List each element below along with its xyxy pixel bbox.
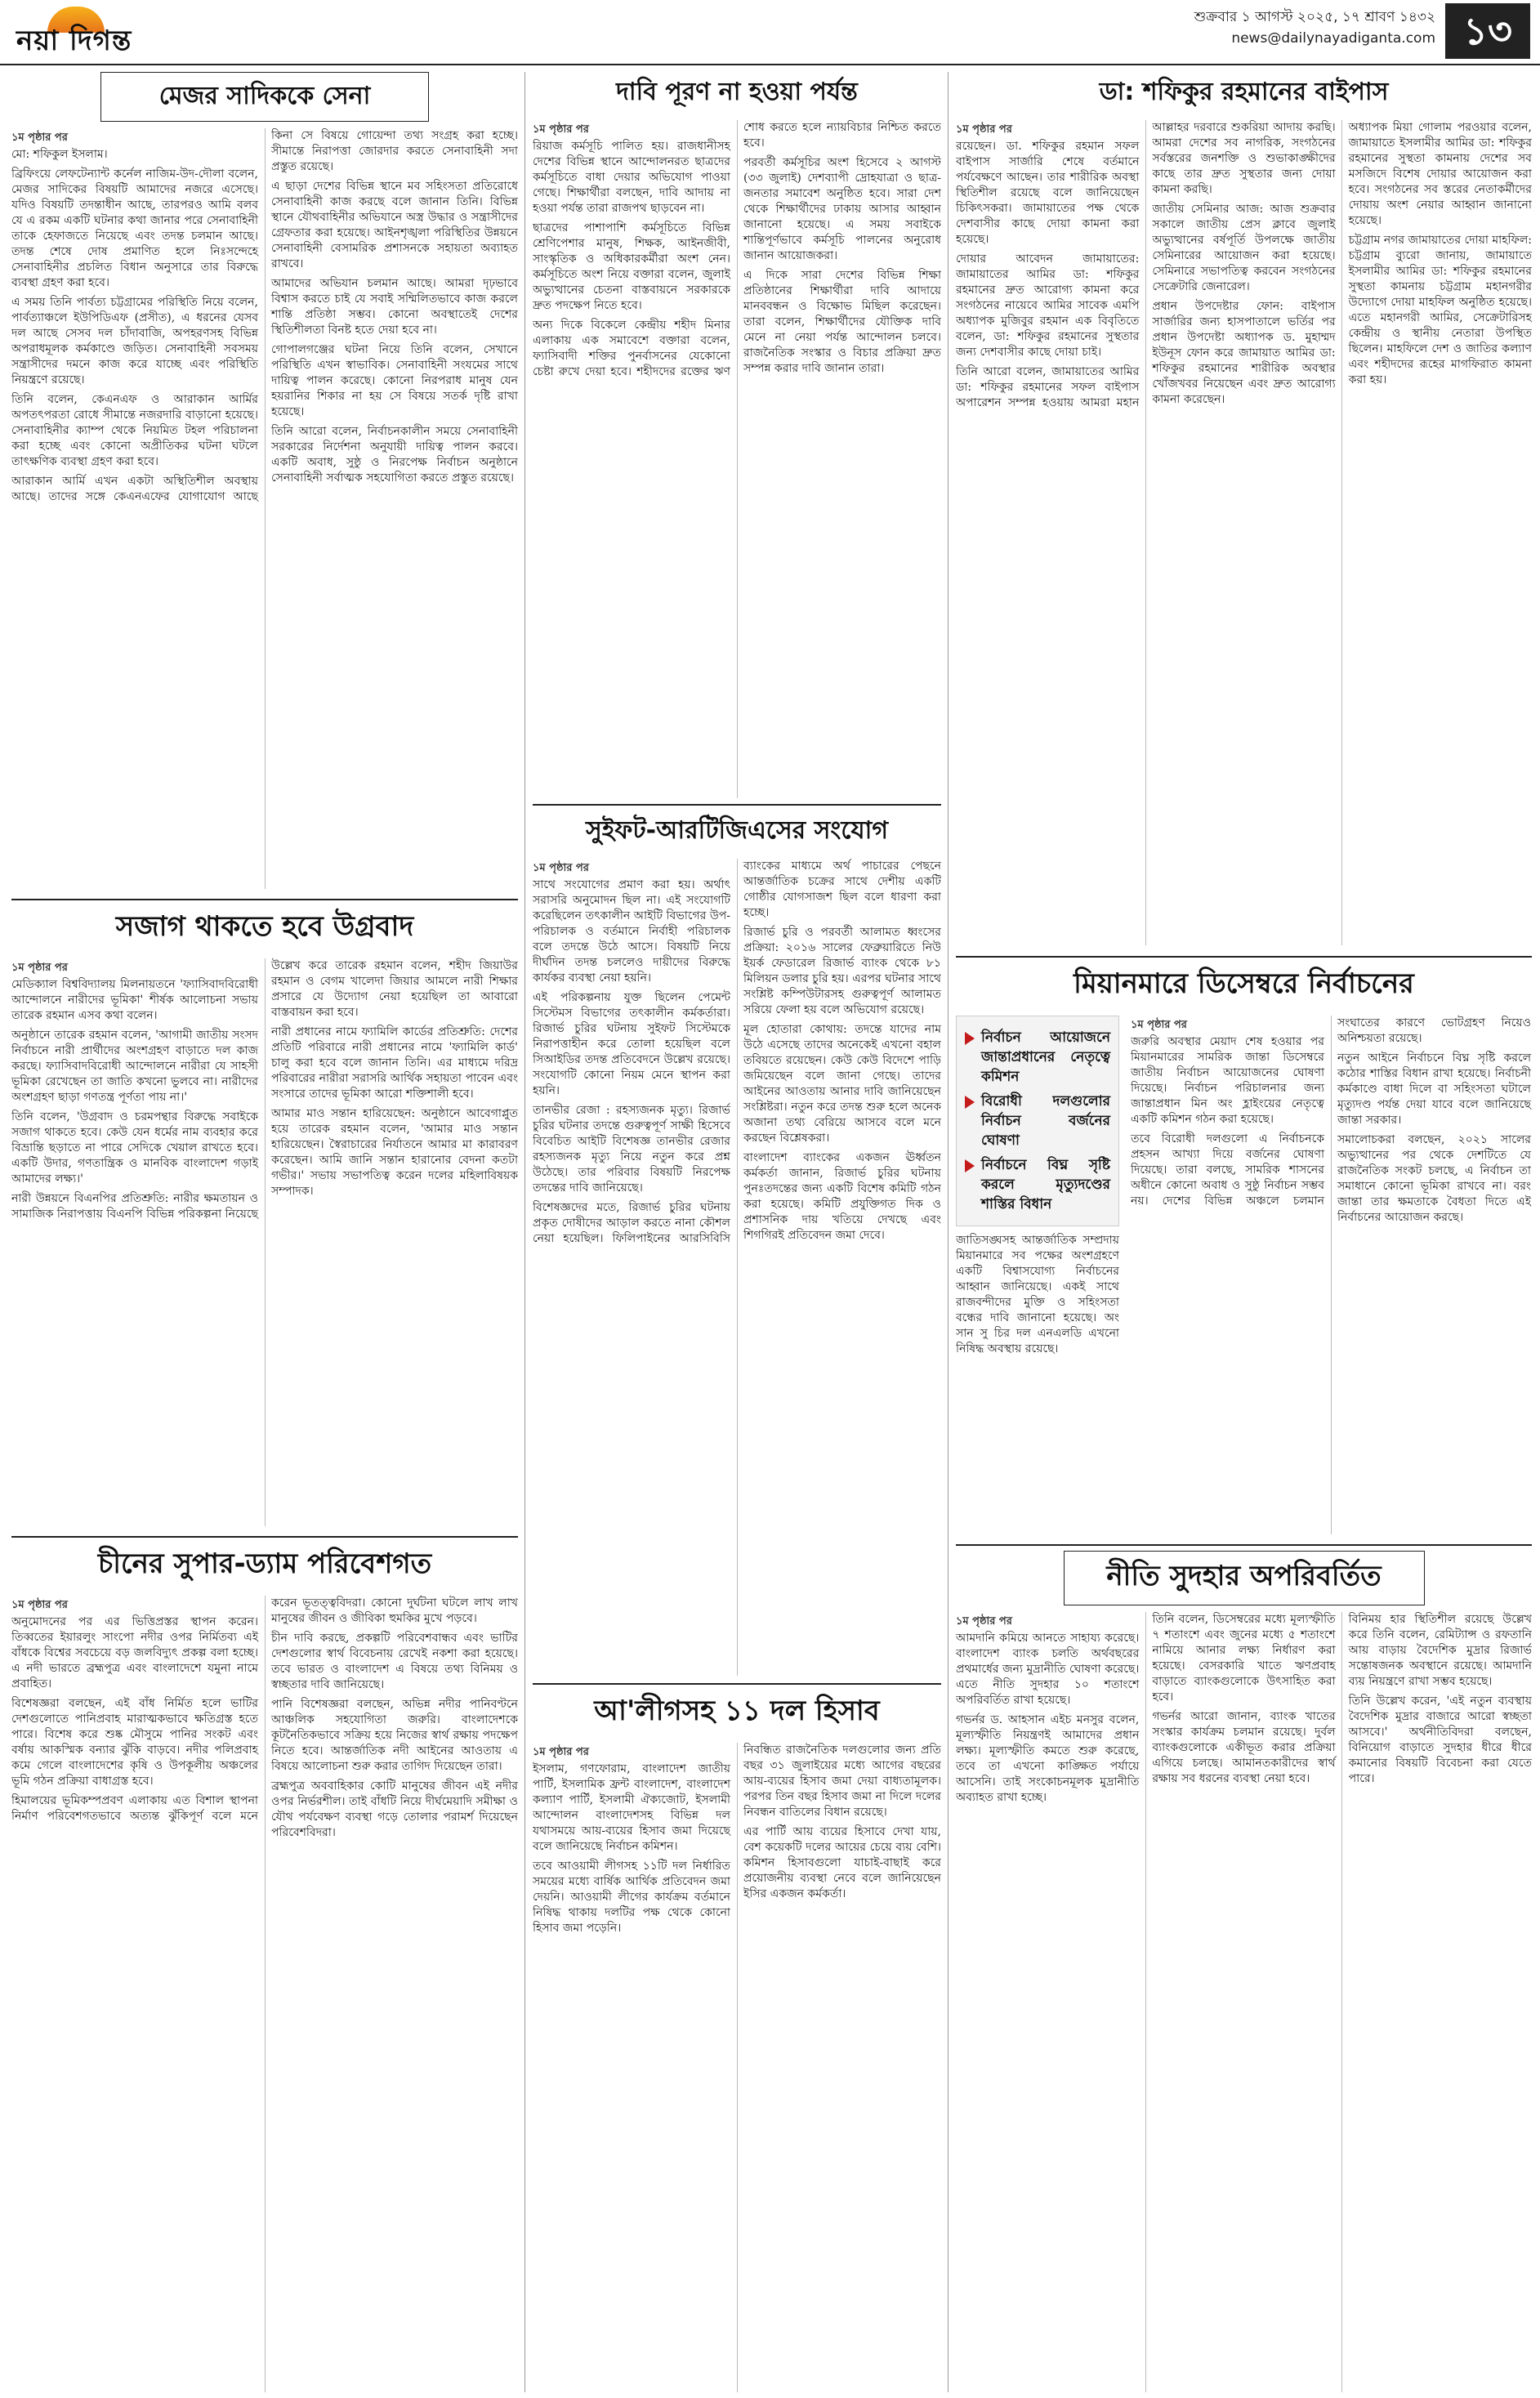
story-swift-rtgs	[533, 810, 941, 1677]
paragraph: রয়েছেন। ডা. শফিকুর রহমান সফল বাইপাস সার্জারি শেষে বর্তমানে পর্যবেক্ষণে আছেন। তার শারীরিক অবস্থা স্থিতিশীল রয়েছে বলে জানিয়েছেন চিকিৎসকরা। জামায়াতের পক্ষ থেকে দেশবাসীর কাছে দোয়া কামনা করা হয়েছে।	[956, 140, 1140, 246]
highlights-box	[956, 1016, 1119, 1226]
paragraph: তিনি বলেন, 'উগ্রবাদ ও চরমপন্থার বিরুদ্ধে সবাইকে সজাগ থাকতে হবে। কেউ যেন ধর্মের নাম ব্যবহার করে বিভ্রান্তি ছড়াতে না পারে সেদিকে খেয়াল রাখতে হবে। একটি উদার, গণতান্ত্রিক ও মানবিক বাংলাদেশ গড়াই আমাদের লক্ষ্য।'	[11, 1110, 258, 1186]
headline[interactable]: মিয়ানমারে ডিসেম্বরে নির্বাচনের	[1074, 967, 1414, 1000]
column-divider	[524, 72, 525, 2392]
masthead	[0, 0, 1540, 65]
paragraph: তিনি বলেন, ডিসেম্বরের মধ্যে মূল্যস্ফীতি ৭ শতাংশে এবং জুনের মধ্যে ৫ শতাংশে নামিয়ে আনার লক্ষ্য নির্ধারণ করা হয়েছে। বেসরকারি খাতে ঋণপ্রবাহ বাড়াতে ব্যাংকগুলোকে উৎসাহিত করা হবে।	[1152, 1613, 1336, 1704]
section-divider	[11, 1536, 518, 1538]
paragraph: তিনি আরো বলেন, নির্বাচনকালীন সময়ে সেনাবাহিনী সরকারের নির্দেশনা অনুযায়ী দায়িত্ব পালন করবে। একটি অবাধ, সুষ্ঠু ও নিরপেক্ষ নির্বাচন অনুষ্ঠানে সেনাবাহিনী সর্বাত্মক সহযোগিতা করতে প্রস্তুত রয়েছে।	[271, 425, 518, 485]
headline[interactable]: সুইফট-আরটিজিএসের সংযোগ	[585, 816, 889, 845]
headline[interactable]: নীতি সুদহার অপরিবর্তিত	[1064, 1551, 1425, 1605]
paragraph: মেডিক্যাল বিশ্ববিদ্যালয় মিলনায়তনে 'ফ্যাসিবাদবিরোধী আন্দোলনে নারীদের ভূমিকা' শীর্ষক আলোচনা সভায় তারেক রহমান এসব কথা বলেন।	[11, 978, 258, 1022]
story-body	[11, 128, 518, 889]
paragraph: চীন দাবি করছে, প্রকল্পটি পরিবেশবান্ধব এবং ভাটির দেশগুলোর স্বার্থ বিবেচনায় রেখেই নকশা করা হয়েছে। তবে ভারত ও বাংলাদেশ এ বিষয়ে তথ্য বিনিময় ও স্বচ্ছতার দাবি জানিয়েছে।	[271, 1632, 518, 1691]
paragraph: সমালোচকরা বলছেন, ২০২১ সালের অভ্যুত্থানের পর থেকে দেশটিতে যে রাজনৈতিক সংকট চলছে, এ নির্বাচন তা সমাধানে কোনো ভূমিকা রাখবে না। বরং জান্তা তার ক্ষমতাকে বৈধতা দিতে এই নির্বাচনের আয়োজন করছে।	[1337, 1133, 1531, 1224]
paragraph: পানি বিশেষজ্ঞরা বলছেন, অভিন্ন নদীর পানিবণ্টনে আঞ্চলিক সহযোগিতা জরুরি। বাংলাদেশকে কূটনৈতিকভাবে সক্রিয় হয়ে নিজের স্বার্থ রক্ষায় পদক্ষেপ নিতে হবে। আন্তর্জাতিক নদী আইনের আওতায় এ বিষয়ে আলোচনা শুরু করার তাগিদ দিয়েছেন তারা।	[271, 1698, 518, 1773]
headline[interactable]: ডা: শফিকুর রহমানের বাইপাস	[1099, 78, 1389, 106]
paragraph: ব্রিফিংয়ে লেফটেন্যান্ট কর্নেল নাজিম-উদ-দৌলা বলেন, মেজর সাদিকের বিষয়টি আমাদের নজরে এসেছে। যদিও বিষয়টি তদন্তাধীন আছে, তারপরও আমি বলব যে এ রকম একটি ঘটনার কথা জানার পরে সেনাবাহিনী তাকে হেফাজতে নিয়েছে এবং তদন্ত চলমান আছে। তদন্ত শেষে দোষ প্রমাণিত হলে নিঃসন্দেহে সেনাবাহিনীর প্রচলিত বিধান অনুসারে তার বিরুদ্ধে ব্যবস্থা গ্রহণ করা হবে।	[11, 167, 258, 289]
highlight-item: নির্বাচনে বিঘ্ন সৃষ্টি করলে মৃত্যুদণ্ডের শাস্তির বিধান	[965, 1155, 1110, 1214]
paragraph: জাতিসঙ্ঘসহ আন্তর্জাতিক সম্প্রদায় মিয়ানমারে সব পক্ষের অংশগ্রহণে একটি বিশ্বাসযোগ্য নির্বাচনের আহ্বান জানিয়েছে। একই সাথে রাজবন্দীদের মুক্তি ও সহিংসতা বন্ধের দাবি জানানো হয়েছে। অং সান সু চির দল এনএলডি এখনো নিষিদ্ধ অবস্থায় রয়েছে।	[956, 1234, 1119, 1355]
paragraph: এ ছাড়া দেশের বিভিন্ন স্থানে মব সহিংসতা প্রতিরোধে সেনাবাহিনী কাজ করছে বলে জানান তিনি। বিভিন্ন স্থানে যৌথবাহিনীর অভিযানে অস্ত্র উদ্ধার ও সন্ত্রাসীদের গ্রেফতার করা হয়েছে। আইনশৃঙ্খলা পরিস্থিতির উন্নয়নে সেনাবাহিনী বেসামরিক প্রশাসনকে সহায়তা অব্যাহত রাখবে।	[271, 180, 518, 270]
paragraph: ব্রহ্মপুত্র অববাহিকার কোটি মানুষের জীবন এই নদীর ওপর নির্ভরশীল। তাই বাঁধটি নিয়ে দীর্ঘমেয়াদি সমীক্ষা ও যৌথ পর্যবেক্ষণ ব্যবস্থা গড়ে তোলার পরামর্শ দিয়েছেন পরিবেশবিদরা।	[271, 1780, 518, 1839]
date-line	[1194, 7, 1435, 49]
paragraph: পরবর্তী কর্মসূচির অংশ হিসেবে ২ আগস্ট (৩৩ জুলাই) দেশব্যাপী দ্রোহযাত্রা ও ছাত্র-জনতার সমাবেশ অনুষ্ঠিত হবে। সারা দেশ থেকে শিক্ষার্থীদের ঢাকায় আসার আহ্বান জানানো হয়েছে। এ সময় সবাইকে শান্তিপূর্ণভাবে কর্মসূচি পালনের অনুরোধ জানান আয়োজকরা।	[743, 156, 941, 262]
column-divider	[948, 72, 949, 2392]
logo-text: নয়া দিগন্ত	[16, 25, 132, 57]
jump-label: ১ম পৃষ্ঠার পর	[11, 132, 68, 144]
paragraph: ছাত্রদের পাশাপাশি কর্মসূচিতে বিভিন্ন শ্রেণিপেশার মানুষ, শিক্ষক, আইনজীবী, সাংস্কৃতিক ও অধিকারকর্মীরা অংশ নেন। কর্মসূচিতে অংশ নিয়ে বক্তারা বলেন, জুলাই অভ্যুত্থানের চেতনা বাস্তবায়নে সরকারকে দ্রুত পদক্ষেপ নিতে হবে।	[533, 221, 730, 312]
highlight-item: নির্বাচন আয়োজনে জান্তাপ্রধানের নেতৃত্বে কমিশন	[965, 1028, 1110, 1087]
paragraph: আমার মাও সন্তান হারিয়েছেন: অনুষ্ঠানে আবেগাপ্লুত হয়ে তারেক রহমান বলেন, 'আমার মাও সন্তান হারিয়েছেন। স্বৈরাচারের নির্যাতনে আমার মা কারাবরণ করেছেন। আমি জানি সন্তান হারানোর বেদনা কতটা গভীর।' সভায় সভাপতিত্ব করেন দলের মহিলাবিষয়ক সম্পাদক।	[271, 1107, 518, 1198]
story-al-11-parties	[533, 1690, 941, 2392]
story-tarique-extremism	[11, 905, 518, 1526]
paragraph: রিয়াজ কর্মসূচি পালিত হয়। রাজধানীসহ দেশের বিভিন্ন স্থানে আন্দোলনরত ছাত্রদের কর্মসূচিতে বাধা দেয়ার অভিযোগ পাওয়া গেছে। শিক্ষার্থীরা বলছেন, দাবি আদায় না হওয়া পর্যন্ত তারা রাজপথ ছাড়বেন না।	[533, 140, 730, 215]
paragraph: নতুন আইনে নির্বাচনে বিঘ্ন সৃষ্টি করলে কঠোর শাস্তির বিধান রাখা হয়েছে। নির্বাচনী কর্মকাণ্ডে বাধা দিলে বা সহিংসতা ঘটালে মৃত্যুদণ্ড পর্যন্ত দেয়া যাবে বলে জানিয়েছে জান্তা সরকার।	[1337, 1052, 1531, 1127]
paragraph: সাথে সংযোগের প্রমাণ করা হয়। অর্থাৎ সরাসরি অনুমোদন ছিল না। এই সংযোগটি করেছিলেন তৎকালীন আইটি বিভাগের উপ-পরিচালক ও বর্তমানে নির্বাহী পরিচালক বলে তদন্তে উঠে আসে। বিষয়টি নিয়ে দীর্ঘদিন তদন্ত চললেও দায়ীদের বিরুদ্ধে কার্যকর ব্যবস্থা নেয়া হয়নি।	[533, 878, 730, 985]
paragraph: এই পরিকল্পনায় যুক্ত ছিলেন পেমেন্ট সিস্টেমস বিভাগের তৎকালীন কর্মকর্তারা। রিজার্ভ চুরির ঘটনায় সুইফট সিস্টেমকে নিরাপত্তাহীন করে তোলা হয়েছিল বলে সিআইডির তদন্ত প্রতিবেদনে উল্লেখ রয়েছে। সংযোগটি কোনো নিয়ম মেনে স্থাপন করা হয়নি।	[533, 991, 730, 1097]
paragraph: নারী প্রধানের নামে ফ্যামিলি কার্ডের প্রতিশ্রুতি: দেশের প্রতিটি পরিবারে নারী প্রধানের নামে 'ফ্যামিলি কার্ড' চালু করা হবে বলে জানান তিনি। এর মাধ্যমে দরিদ্র পরিবারের নারীরা সরাসরি আর্থিক সহায়তা পাবেন এবং সংসারে তাদের ভূমিকা আরো শক্তিশালী হবে।	[271, 1025, 518, 1101]
story-policy-rate	[956, 1551, 1532, 2392]
paragraph: জরুরি অবস্থার মেয়াদ শেষ হওয়ার পর মিয়ানমারের সামরিক জান্তা ডিসেম্বরে জাতীয় নির্বাচন আয়োজনের ঘোষণা দিয়েছে। নির্বাচন পরিচালনার জন্য জান্তাপ্রধান মিন অং হ্লাইংয়ের নেতৃত্বে একটি কমিশন গঠন করা হয়েছে।	[1131, 1035, 1324, 1126]
story-china-dam	[11, 1543, 518, 2392]
headline[interactable]: চীনের সুপার-ড্যাম পরিবেশগত	[97, 1547, 432, 1580]
paragraph: নারী উন্নয়নে বিএনপির প্রতিশ্রুতি: নারীর ক্ষমতায়ন ও সামাজিক নিরাপত্তায় বিএনপি বিভিন্ন পরিকল্পনা নিয়েছে উল্লেখ করে তারেক রহমান বলেন, শহীদ জিয়াউর রহমান ও বেগম খালেদা জিয়ার আমলে নারী শিক্ষার প্রসারে যে উদ্যোগ নেয়া হয়েছিল তা আবারো বাস্তবায়ন করা হবে।	[11, 959, 518, 1221]
jump-label: ১ম পৃষ্ঠার পর	[956, 1615, 1012, 1628]
paragraph: নিবন্ধিত রাজনৈতিক দলগুলোর জন্য প্রতি বছর ৩১ জুলাইয়ের মধ্যে আগের বছরের আয়-ব্যয়ের হিসাব জমা দেয়া বাধ্যতামূলক। পরপর তিন বছর হিসাব জমা না দিলে দলের নিবন্ধন বাতিলের বিধান রয়েছে।	[743, 1744, 941, 1819]
page-number: ১৩	[1445, 3, 1530, 59]
paragraph: মো: শফিকুল ইসলাম।	[11, 148, 108, 161]
section-divider	[533, 804, 941, 806]
paragraph: তিনি বলেন, কেএনএফ ও আরাকান আর্মির অপতৎপরতা রোধে সীমান্তে নজরদারি বাড়ানো হয়েছে। সেনাবাহিনীর ক্যাম্প থেকে নিয়মিত টহল পরিচালনা করা হচ্ছে এবং কোনো অপ্রীতিকর ঘটনা ঘটলে তাৎক্ষণিক ব্যবস্থা গ্রহণ করা হবে।	[11, 393, 258, 468]
paragraph: বাংলাদেশ ব্যাংকের একজন ঊর্ধ্বতন কর্মকর্তা জানান, রিজার্ভ চুরির ঘটনায় পুনঃতদন্তের জন্য একটি বিশেষ কমিটি গঠন করা হয়েছে। কমিটি প্রযুক্তিগত দিক ও প্রশাসনিক দায় খতিয়ে দেখছে এবং শিগগিরই প্রতিবেদন জমা দেবে।	[743, 1151, 941, 1242]
headline[interactable]: দাবি পূরণ না হওয়া পর্যন্ত	[616, 78, 858, 106]
paragraph: মূল হোতারা কোথায়: তদন্তে যাদের নাম উঠে এসেছে তাদের অনেকেই এখনো বহাল তবিয়তে রয়েছেন। কেউ কেউ বিদেশে পাড়ি জমিয়েছেন বলে জানা গেছে। তাদের আইনের আওতায় আনার দাবি জানিয়েছেন সংশ্লিষ্টরা। নতুন করে তদন্ত শুরু হলে অনেক অজানা তথ্য বেরিয়ে আসবে বলে মনে করছেন বিশ্লেষকরা।	[743, 1023, 941, 1145]
headline[interactable]: সজাগ থাকতে হবে উগ্রবাদ	[115, 910, 414, 943]
paragraph: অধ্যাপক মিয়া গোলাম পরওয়ার বলেন, জামায়াতে ইসলামীর আমির ডা: শফিকুর রহমানের সুস্থতা কামনায় দেশের সব মসজিদে বিশেষ দোয়ার আয়োজন করা হবে। সংগঠনের সব স্তরের নেতাকর্মীদের দোয়ায় অংশ নেয়ার আহ্বান জানানো হয়েছে।	[1348, 121, 1532, 227]
paragraph: তানভীর রেজা : রহস্যজনক মৃত্যু। রিজার্ভ চুরির ঘটনার তদন্তে গুরুত্বপূর্ণ সাক্ষী হিসেবে বিবেচিত আইটি বিশেষজ্ঞ তানভীর রেজার রহস্যজনক মৃত্যু নিয়ে নতুন করে প্রশ্ন উঠেছে। তার পরিবার বিষয়টি নিরপেক্ষ তদন্তের দাবি জানিয়েছে।	[533, 1104, 730, 1195]
paragraph: বিশেষজ্ঞরা বলছেন, এই বাঁধ নির্মিত হলে ভাটির দেশগুলোতে পানিপ্রবাহ মারাত্মকভাবে ক্ষতিগ্রস্ত হতে পারে। বিশেষ করে শুষ্ক মৌসুমে পানির সংকট এবং বর্ষায় আকস্মিক বন্যার ঝুঁকি বাড়বে। নদীর পলিপ্রবাহ কমে গেলে বাংলাদেশের কৃষি ও উপকূলীয় অঞ্চলের ভূমি গঠন প্রক্রিয়া বাধাগ্রস্ত হবে।	[11, 1697, 258, 1788]
triangle-bullet-icon	[965, 1159, 975, 1172]
jump-label: ১ম পৃষ্ঠার পর	[956, 123, 1012, 136]
story-myanmar-election	[956, 962, 1532, 1534]
section-divider	[956, 1544, 1532, 1546]
story-demands	[533, 72, 941, 799]
story-body	[11, 958, 518, 1526]
jump-label: ১ম পৃষ্ঠার পর	[533, 1746, 589, 1758]
story-body-col-1	[956, 1016, 1119, 1534]
paragraph: ইসলাম, গণফোরাম, বাংলাদেশ জাতীয় পার্টি, ইসলামিক ফ্রন্ট বাংলাদেশ, বাংলাদেশ কল্যাণ পার্টি, ইসলামী ঐক্যজোট, ইসলামী আন্দোলন বাংলাদেশসহ বিভিন্ন দল যথাসময়ে আয়-ব্যয়ের হিসাব জমা দিয়েছে বলে জানিয়েছে নির্বাচন কমিশন।	[533, 1762, 730, 1853]
paragraph: অনুষ্ঠানে তারেক রহমান বলেন, 'আগামী জাতীয় সংসদ নির্বাচনে নারী প্রার্থীদের অংশগ্রহণ বাড়াতে দল কাজ করছে। ফ্যাসিবাদবিরোধী আন্দোলনে নারীরা যে সাহসী ভূমিকা রেখেছেন তা জাতি কখনো ভুলবে না। নারীদের অংশগ্রহণ ছাড়া গণতন্ত্র পূর্ণতা পায় না।'	[11, 1029, 258, 1104]
story-body	[956, 120, 1532, 945]
headline[interactable]: মেজর সাদিককে সেনা	[100, 72, 429, 122]
jump-label: ১ম পৃষ্ঠার পর	[533, 123, 589, 136]
paragraph: অনুমোদনের পর এর ভিত্তিপ্রস্তর স্থাপন করেন। তিব্বতের ইয়ারলুং সাংপো নদীর ওপর নির্মিতব্য এই বাঁধকে বিশ্বের সবচেয়ে বড় জলবিদ্যুৎ প্রকল্প বলা হচ্ছে। এ নদী ভারতে ব্রহ্মপুত্র এবং বাংলাদেশে যমুনা নামে প্রবাহিত।	[11, 1615, 258, 1690]
paragraph: এ দিকে সারা দেশের বিভিন্ন শিক্ষা প্রতিষ্ঠানের শিক্ষার্থীরা দাবি আদায়ে মানববন্ধন ও বিক্ষোভ মিছিল করেছেন। তারা বলেন, শিক্ষার্থীদের যৌক্তিক দাবি মেনে না নেয়া পর্যন্ত আন্দোলন চলবে। রাজনৈতিক সংস্কার ও বিচার প্রক্রিয়া দ্রুত সম্পন্ন করার দাবি জানান তারা।	[743, 269, 941, 375]
story-body	[1131, 1016, 1531, 1534]
paragraph: আমদানি কমিয়ে আনতে সাহায্য করেছে। বাংলাদেশ ব্যাংক চলতি অর্থবছরের প্রথমার্ধের জন্য মুদ্রানীতি ঘোষণা করেছে। এতে নীতি সুদহার ১০ শতাংশে অপরিবর্তিত রাখা হয়েছে।	[956, 1632, 1140, 1707]
story-body	[533, 120, 941, 798]
section-divider	[11, 899, 518, 900]
paragraph: গভর্নর আরো জানান, ব্যাংক খাতের সংস্কার কার্যক্রম চলমান রয়েছে। দুর্বল ব্যাংকগুলোকে একীভূত করার প্রক্রিয়া এগিয়ে চলছে। আমানতকারীদের স্বার্থ রক্ষায় সব ধরনের ব্যবস্থা নেয়া হবে।	[1152, 1710, 1336, 1785]
triangle-bullet-icon	[965, 1032, 975, 1045]
story-body	[533, 859, 941, 1676]
paragraph: বিশেষজ্ঞদের মতে, রিজার্ভ চুরির ঘটনায় প্রকৃত দোষীদের আড়াল করতে নানা কৌশল নেয়া হয়েছিল। ফিলিপাইনের আরসিবিসি ব্যাংকের মাধ্যমে অর্থ পাচারের পেছনে আন্তর্জাতিক চক্রের সাথে দেশীয় একটি গোষ্ঠীর যোগসাজশ ছিল বলে ধারণা করা হচ্ছে।	[533, 860, 941, 1245]
story-body	[11, 1596, 518, 2392]
paragraph: জাতীয় সেমিনার আজ: আজ শুক্রবার সকালে জাতীয় প্রেস ক্লাবে জুলাই অভ্যুত্থানের বর্ষপূর্তি উপলক্ষে জাতীয় সেমিনারের আয়োজন করা হয়েছে। সেমিনারে সভাপতিত্ব করবেন সংগঠনের সেক্রেটারি জেনারেল।	[1152, 203, 1336, 293]
paragraph: দোয়ার আবেদন জামায়াতের: জামায়াতের আমির ডা: শফিকুর রহমানের দ্রুত আরোগ্য কামনা করে সংগঠনের নায়েবে আমির সাবেক এমপি অধ্যাপক মুজিবুর রহমান এক বিবৃতিতে বলেন, ডা: শফিকুর রহমানের সুস্থতার জন্য দেশবাসীর কাছে দোয়া চাই।	[956, 252, 1140, 359]
triangle-bullet-icon	[965, 1096, 975, 1109]
jump-label: ১ম পৃষ্ঠার পর	[1131, 1019, 1187, 1031]
paragraph: তিনি আরো বলেন, জামায়াতের আমির ডা: শফিকুর রহমানের সফল বাইপাস অপারেশন সম্পন্ন হওয়ায় আমরা মহান আল্লাহর দরবারে শুকরিয়া আদায় করছি। আমরা দেশের সব নাগরিক, সংগঠনের সর্বস্তরের জনশক্তি ও শুভাকাঙ্ক্ষীদের কাছে তার দ্রুত সুস্থতার জন্য দোয়া কামনা করছি।	[956, 121, 1336, 409]
paragraph: গোপালগঞ্জের ঘটনা নিয়ে তিনি বলেন, সেখানে পরিস্থিতি এখন স্বাভাবিক। সেনাবাহিনী সংযমের সাথে দায়িত্ব পালন করেছে। কোনো নিরপরাধ মানুষ যেন হয়রানির শিকার না হয় সে বিষয়ে সতর্ক দৃষ্টি রাখা হয়েছে।	[271, 343, 518, 418]
story-body	[533, 1743, 941, 2392]
paragraph: তবে আওয়ামী লীগসহ ১১টি দল নির্ধারিত সময়ের মধ্যে বার্ষিক আর্থিক প্রতিবেদন জমা দেয়নি। আওয়ামী লীগের কার্যক্রম বর্তমানে নিষিদ্ধ থাকায় দলটির পক্ষ থেকে কোনো হিসাব জমা পড়েনি।	[533, 1860, 730, 1935]
paragraph: প্রধান উপদেষ্টার ফোন: বাইপাস সার্জারির জন্য হাসপাতালে ভর্তির পর প্রধান উপদেষ্টা অধ্যাপক ড. মুহাম্মদ ইউনূস ফোন করে জামায়াত আমির ডা: শফিকুর রহমানের শারীরিক অবস্থার খোঁজখবর নিয়েছেন এবং দ্রুত আরোগ্য কামনা করেছেন।	[1152, 300, 1336, 406]
story-shafiqur-bypass	[956, 72, 1532, 946]
paragraph: আরাকান আর্মি এখন একটা অস্থিতিশীল অবস্থায় আছে। তাদের সঙ্গে কেএনএফের যোগাযোগ আছে কিনা সে বিষয়ে গোয়েন্দা তথ্য সংগ্রহ করা হচ্ছে। সীমান্তে নিরাপত্তা জোরদার করতে সেনাবাহিনী সদা প্রস্তুত রয়েছে।	[11, 129, 518, 503]
jump-label: ১ম পৃষ্ঠার পর	[11, 1599, 68, 1611]
paragraph: অন্য দিকে বিকেলে কেন্দ্রীয় শহীদ মিনার এলাকায় এক সমাবেশে বক্তারা বলেন, ফ্যাসিবাদী শক্তির পুনর্বাসনের যেকোনো চেষ্টা রুখে দেয়া হবে। শহীদদের রক্তের ঋণ শোধ করতে হলে ন্যায়বিচার নিশ্চিত করতে হবে।	[533, 121, 941, 378]
jump-label: ১ম পৃষ্ঠার পর	[11, 962, 68, 974]
paragraph: এর পার্টি আয় ব্যয়ের হিসাবে দেখা যায়, বেশ কয়েকটি দলের আয়ের চেয়ে ব্যয় বেশি। কমিশন হিসাবগুলো যাচাই-বাছাই করে প্রয়োজনীয় ব্যবস্থা নেবে বলে জানিয়েছেন ইসির একজন কর্মকর্তা।	[743, 1825, 941, 1900]
date-text: শুক্রবার ১ আগস্ট ২০২৫, ১৭ শ্রাবণ ১৪৩২	[1194, 9, 1435, 25]
story-body	[956, 1612, 1532, 2392]
paragraph: রিজার্ভ চুরি ও পরবর্তী আলামত ধ্বংসের প্রক্রিয়া: ২০১৬ সালের ফেব্রুয়ারিতে নিউ ইয়র্ক ফেডারেল রিজার্ভ ব্যাংক থেকে ৮১ মিলিয়ন ডলার চুরি হয়। এরপর ঘটনার সাথে সংশ্লিষ্ট কম্পিউটারসহ গুরুত্বপূর্ণ আলামত সরিয়ে ফেলা হয় বলে অভিযোগ রয়েছে।	[743, 926, 941, 1016]
paragraph: তিনি উল্লেখ করেন, 'এই নতুন ব্যবস্থায় বৈদেশিক মুদ্রার বাজারে আরো স্বচ্ছতা আসবে।' অর্থনীতিবিদরা বলছেন, বিনিয়োগ বাড়াতে সুদহার ধীরে ধীরে কমানোর বিষয়টি বিবেচনা করা যেতে পারে।	[1348, 1695, 1532, 1785]
paragraph: গভর্নর ড. আহসান এইচ মনসুর বলেন, মূল্যস্ফীতি নিয়ন্ত্রণই আমাদের প্রধান লক্ষ্য। মূল্যস্ফীতি কমতে শুরু করেছে, তবে তা এখনো কাঙ্ক্ষিত পর্যায়ে আসেনি। তাই সংকোচনমূলক মুদ্রানীতি অব্যাহত রাখা হচ্ছে।	[956, 1713, 1140, 1804]
story-major-sadik	[11, 72, 518, 889]
section-divider	[956, 956, 1532, 958]
paragraph: চট্টগ্রাম নগর জামায়াতের দোয়া মাহফিল: চট্টগ্রাম ব্যুরো জানায়, জামায়াতে ইসলামীর আমির ডা: শফিকুর রহমানের সুস্থতা কামনায় চট্টগ্রাম মহানগরীর উদ্যোগে দোয়া মাহফিল অনুষ্ঠিত হয়েছে। এতে মহানগরী আমির, সেক্রেটারিসহ কেন্দ্রীয় ও স্থানীয় নেতারা উপস্থিত ছিলেন। মাহফিলে দেশ ও জাতির কল্যাণ এবং শহীদদের রূহের মাগফিরাত কামনা করা হয়।	[1348, 234, 1532, 386]
jump-label: ১ম পৃষ্ঠার পর	[533, 862, 589, 874]
paragraph: এ সময় তিনি পার্বত্য চট্টগ্রামের পরিস্থিতি নিয়ে বলেন, পার্বত্যাঞ্চলে ইউপিডিএফ (প্রসীত), এ ধরনের যেসব দল আছে সেসব দল চাঁদাবাজি, অপহরণসহ বিভিন্ন অপরাধমূলক কর্মকাণ্ডে জড়িত। সেনাবাহিনী সবসময় সন্ত্রাসীদের দমনে কাজ করে যাচ্ছে এবং পরিস্থিতি নিয়ন্ত্রণে রয়েছে।	[11, 296, 258, 386]
paragraph: হিমালয়ের ভূমিকম্পপ্রবণ এলাকায় এত বিশাল স্থাপনা নির্মাণ পরিবেশগতভাবে অত্যন্ত ঝুঁকিপূর্ণ বলে মনে করেন ভূতত্ত্ববিদরা। কোনো দুর্ঘটনা ঘটলে লাখ লাখ মানুষের জীবন ও জীবিকা হুমকির মুখে পড়বে।	[11, 1596, 518, 1823]
paragraph: বিনিময় হার স্থিতিশীল রয়েছে উল্লেখ করে তিনি বলেন, রেমিট্যান্স ও রফতানি আয় বাড়ায় বৈদেশিক মুদ্রার রিজার্ভ সন্তোষজনক অবস্থানে রয়েছে। আমদানি ব্যয় নিয়ন্ত্রণে রাখা সম্ভব হয়েছে।	[1348, 1613, 1532, 1688]
site-email[interactable]: news@dailynayadiganta.com	[1231, 30, 1435, 47]
paragraph: আমাদের অভিযান চলমান আছে। আমরা দৃঢ়ভাবে বিশ্বাস করতে চাই যে সবাই সম্মিলিতভাবে কাজ করলে শান্তি প্রতিষ্ঠা সম্ভব। কোনো অবস্থাতেই দেশের স্থিতিশীলতা বিনষ্ট হতে দেয়া হবে না।	[271, 277, 518, 337]
highlight-item: বিরোধী দলগুলোর নির্বাচন বর্জনের ঘোষণা	[965, 1092, 1110, 1150]
headline[interactable]: আ'লীগসহ ১১ দল হিসাব	[594, 1695, 880, 1727]
paragraph: তবে বিরোধী দলগুলো এ নির্বাচনকে প্রহসন আখ্যা দিয়ে বর্জনের ঘোষণা দিয়েছে। তারা বলছে, সামরিক শাসনের অধীনে কোনো অবাধ ও সুষ্ঠু নির্বাচন সম্ভব নয়। দেশের বিভিন্ন অঞ্চলে চলমান সংঘাতের কারণে ভোটগ্রহণ নিয়েও অনিশ্চয়তা রয়েছে।	[1131, 1016, 1531, 1208]
newspaper-logo[interactable]	[16, 5, 147, 59]
section-divider	[533, 1683, 941, 1685]
